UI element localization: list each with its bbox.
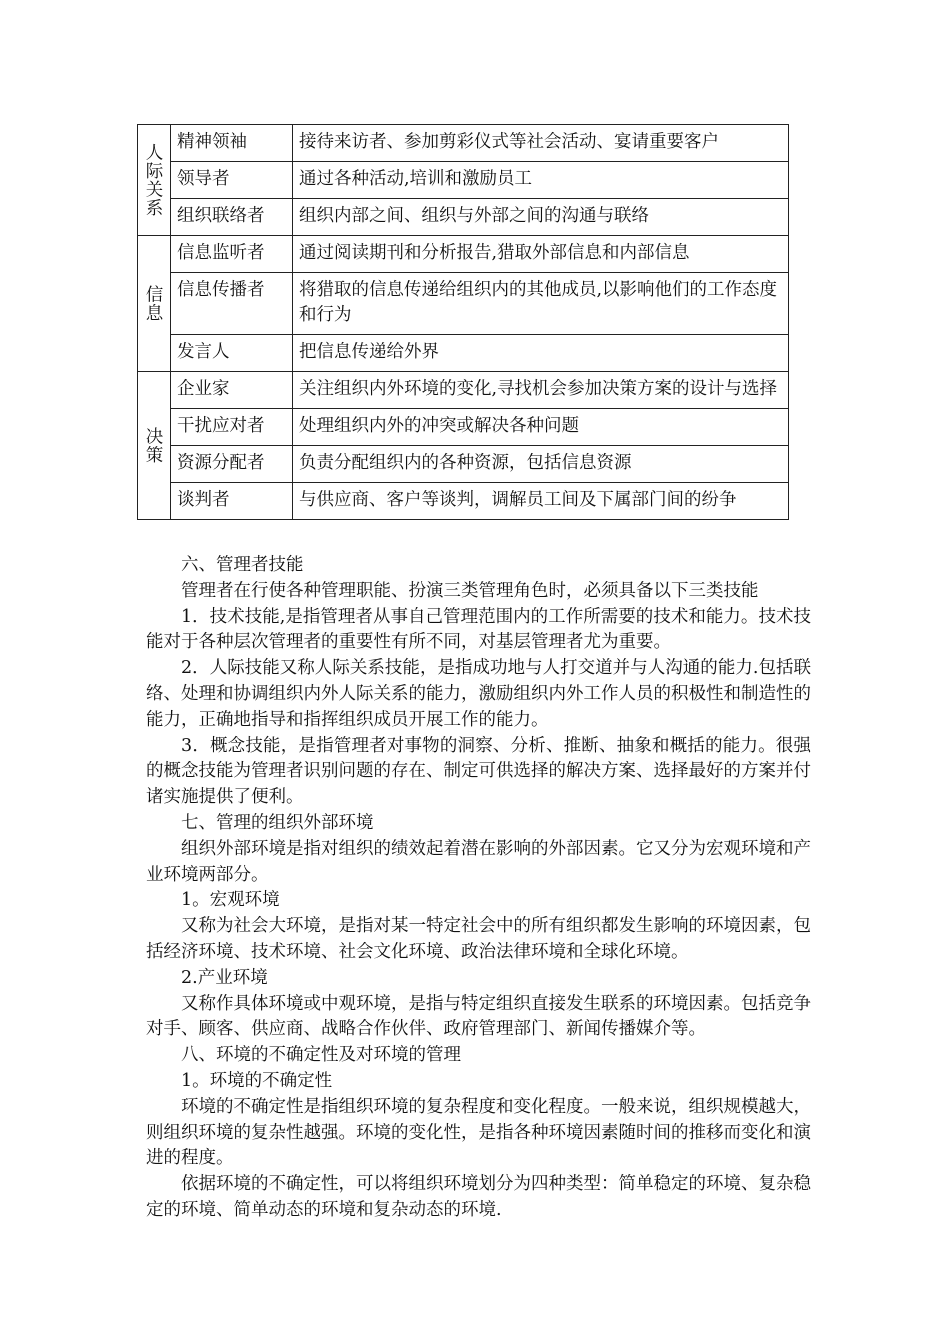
role-cell: 谈判者 xyxy=(171,483,293,520)
paragraph: 依据环境的不确定性，可以将组织环境划分为四种类型：简单稳定的环境、复杂稳定的环境、简单动态的环境和复杂动态的环境. xyxy=(146,1174,811,1220)
role-cell: 企业家 xyxy=(171,372,293,409)
role-cell: 信息传播者 xyxy=(171,273,293,335)
role-cell: 干扰应对者 xyxy=(171,409,293,446)
description-cell: 通过各种活动,培训和激励员工 xyxy=(293,162,789,199)
paragraph: 2．人际技能又称人际关系技能，是指成功地与人打交道并与人沟通的能力.包括联络、处理和协调组织内外人际关系的能力，激励组织内外工作人员的积极性和制造性的能力，正确地指导和指挥组织成员开展工作的能力。 xyxy=(146,658,811,730)
category-cell: 决策 xyxy=(138,372,171,520)
role-cell: 资源分配者 xyxy=(171,446,293,483)
subsection-heading: 1。环境的不确定性 xyxy=(181,1070,333,1091)
description-cell: 组织内部之间、组织与外部之间的沟通与联络 xyxy=(293,199,789,236)
role-cell: 领导者 xyxy=(171,162,293,199)
paragraph: 环境的不确定性是指组织环境的复杂程度和变化程度。一般来说，组织规模越大，则组织环境的复杂性越强。环境的变化性，是指各种环境因素随时间的推移而变化和演进的程度。 xyxy=(146,1096,811,1169)
table-row xyxy=(138,335,789,372)
table-row xyxy=(138,199,789,236)
table-row xyxy=(138,125,789,162)
table-row xyxy=(138,273,789,335)
subsection-heading: 2.产业环境 xyxy=(181,967,268,988)
table-row xyxy=(138,162,789,199)
role-cell: 发言人 xyxy=(171,335,293,372)
description-cell: 接待来访者、参加剪彩仪式等社会活动、宴请重要客户 xyxy=(293,125,789,162)
paragraph: 3．概念技能，是指管理者对事物的洞察、分析、推断、抽象和概括的能力。很强的概念技能为管理者识别问题的存在、制定可供选择的解决方案、选择最好的方案并付诸实施提供了便利。 xyxy=(146,735,811,808)
section-heading: 八、环境的不确定性及对环境的管理 xyxy=(181,1045,461,1066)
description-cell: 将猎取的信息传递给组织内的其他成员,以影响他们的工作态度和行为 xyxy=(293,273,789,335)
table-row xyxy=(138,483,789,520)
category-cell: 信息 xyxy=(138,236,171,372)
body-text xyxy=(146,553,811,1224)
paragraph: 又称作具体环境或中观环境，是指与特定组织直接发生联系的环境因素。包括竞争对手、顾客、供应商、战略合作伙伴、政府管理部门、新闻传播媒介等。 xyxy=(146,993,811,1040)
paragraph: 1．技术技能,是指管理者从事自己管理范围内的工作所需要的技术和能力。技术技能对于各种层次管理者的重要性有所不同，对基层管理者尤为重要。 xyxy=(146,606,811,653)
subsection-heading: 1。宏观环境 xyxy=(181,890,280,911)
role-cell: 组织联络者 xyxy=(171,199,293,236)
section-heading: 六、管理者技能 xyxy=(181,555,304,575)
role-cell: 信息监听者 xyxy=(171,236,293,273)
section-heading: 七、管理的组织外部环境 xyxy=(181,812,374,833)
description-cell: 负责分配组织内的各种资源，包括信息资源 xyxy=(293,446,789,483)
description-cell: 通过阅读期刊和分析报告,猎取外部信息和内部信息 xyxy=(293,236,789,273)
description-cell: 处理组织内外的冲突或解决各种问题 xyxy=(293,409,789,446)
table-row xyxy=(138,409,789,446)
paragraph: 管理者在行使各种管理职能、扮演三类管理角色时，必须具备以下三类技能 xyxy=(181,580,759,601)
paragraph: 又称为社会大环境，是指对某一特定社会中的所有组织都发生影响的环境因素，包括经济环境、技术环境、社会文化环境、政治法律环境和全球化环境。 xyxy=(146,916,811,962)
manager-roles-table xyxy=(137,124,789,520)
paragraph: 组织外部环境是指对组织的绩效起着潜在影响的外部因素。它又分为宏观环境和产业环境两部分。 xyxy=(146,838,811,885)
description-cell: 把信息传递给外界 xyxy=(293,335,789,372)
table-row xyxy=(138,372,789,409)
table-row xyxy=(138,236,789,273)
description-cell: 关注组织内外环境的变化,寻找机会参加决策方案的设计与选择 xyxy=(293,372,789,409)
category-cell: 人际关系 xyxy=(138,125,171,236)
table-row xyxy=(138,446,789,483)
description-cell: 与供应商、客户等谈判，调解员工间及下属部门间的纷争 xyxy=(293,483,789,520)
role-cell: 精神领袖 xyxy=(171,125,293,162)
